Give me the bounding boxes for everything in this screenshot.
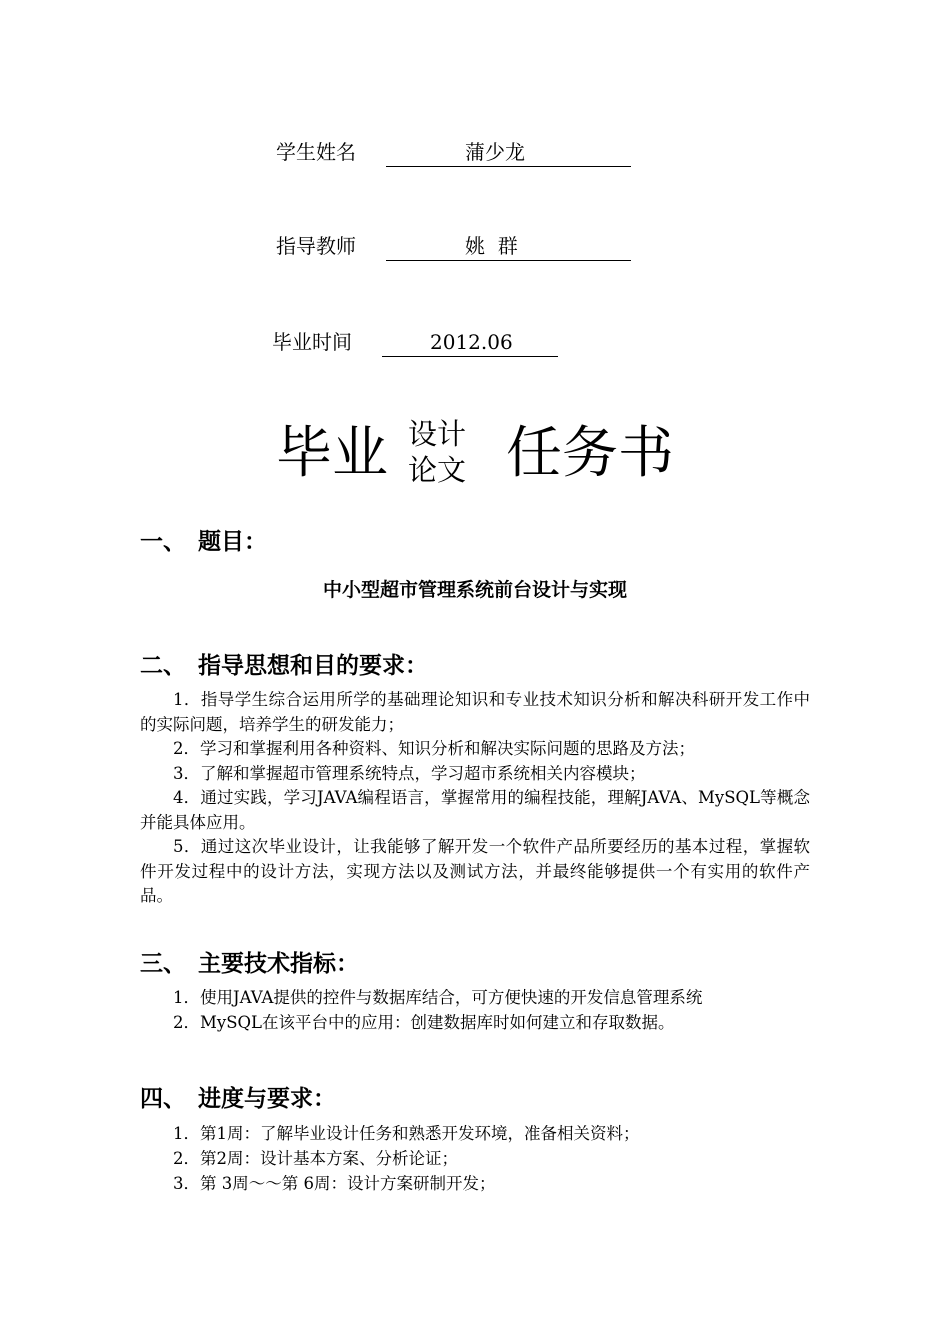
student-name-value: 蒲少龙 xyxy=(465,140,525,164)
advisor-label: 指导教师 xyxy=(276,234,356,258)
section-2-item-5: 5．通过这次毕业设计，让我能够了解开发一个软件产品所要经历的基本过程，掌握软件开发过程中的设计方法，实现方法以及测试方法，并最终能够提供一个有实用的软件产品。 xyxy=(140,837,810,905)
section-4-item-2: 2．第2周：设计基本方案、分析论证； xyxy=(173,1149,458,1168)
section-4-number: 四、 xyxy=(140,1086,186,1112)
section-1-number: 一、 xyxy=(140,529,186,555)
section-2-heading xyxy=(140,652,428,680)
section-4-title: 进度与要求： xyxy=(198,1086,336,1112)
section-2-item-2: 2．学习和掌握利用各种资料、知识分析和解决实际问题的思路及方法； xyxy=(173,739,695,758)
section-4-item-3: 3．第 3周～～第 6周：设计方案研制开发； xyxy=(173,1174,496,1193)
title-right: 任务书 xyxy=(506,421,674,486)
section-2-item-3: 3．了解和掌握超市管理系统特点，学习超市系统相关内容模块； xyxy=(173,764,646,783)
section-2-title: 指导思想和目的要求： xyxy=(198,653,428,679)
section-4-item-1: 1．第1周：了解毕业设计任务和熟悉开发环境，准备相关资料； xyxy=(173,1124,640,1143)
section-3-title: 主要技术指标： xyxy=(198,951,359,977)
section-3-heading xyxy=(140,950,359,978)
section-3-number: 三、 xyxy=(140,951,186,977)
section-3-item-2: 2．MySQL在该平台中的应用：创建数据库时如何建立和存取数据。 xyxy=(173,1013,675,1032)
section-3-item-1: 1．使用JAVA提供的控件与数据库结合，可方便快速的开发信息管理系统 xyxy=(173,988,703,1007)
title-small-top: 设计 xyxy=(408,417,467,451)
advisor-value: 姚 群 xyxy=(465,234,518,258)
section-4-heading xyxy=(140,1085,336,1113)
graduation-time-value: 2012.06 xyxy=(430,330,513,354)
student-name-label: 学生姓名 xyxy=(276,140,356,164)
project-title: 中小型超市管理系统前台设计与实现 xyxy=(322,579,627,601)
section-1-title: 题目： xyxy=(198,529,267,555)
section-2-number: 二、 xyxy=(140,653,186,679)
title-left: 毕业 xyxy=(276,421,388,486)
section-2-item-1: 1．指导学生综合运用所学的基础理论知识和专业技术知识分析和解决科研开发工作中的实际问题，培养学生的研发能力； xyxy=(140,690,810,734)
section-2-item-4: 4．通过实践，学习JAVA编程语言，掌握常用的编程技能，理解JAVA、MySQL等概念并能具体应用。 xyxy=(140,788,810,832)
section-1-heading xyxy=(140,528,267,556)
graduation-time-label: 毕业时间 xyxy=(272,330,352,354)
title-small-bottom: 论文 xyxy=(408,453,467,487)
